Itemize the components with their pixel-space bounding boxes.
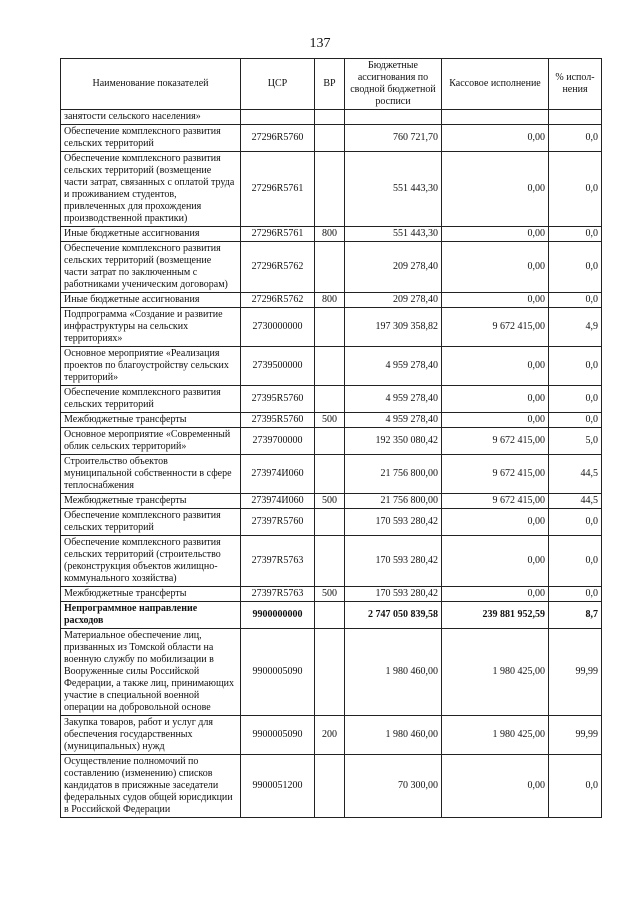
cell-budget: 760 721,70 [345,125,442,152]
cell-pct: 44,5 [549,494,602,509]
cell-cash: 0,00 [442,227,549,242]
cell-csr: 9900005090 [241,716,315,755]
cell-vr [315,755,345,818]
cell-cash: 1 980 425,00 [442,716,549,755]
cell-name: Строительство объектов муниципальной собственности в сфере теплоснабжения [61,455,241,494]
cell-name: Основное мероприятие «Современный облик сельских территорий» [61,428,241,455]
cell-pct: 44,5 [549,455,602,494]
cell-name: Материальное обеспечение лиц, призванных из Томской области на военную службу по мобилизации в Вооруженные силы Российской Федерации, а также лиц, принимающих участие в специальной военной операции на добровольной основе [61,629,241,716]
cell-pct: 0,0 [549,587,602,602]
cell-csr: 273974И060 [241,455,315,494]
table-row [61,716,602,755]
table-row [61,386,602,413]
table-row [61,152,602,227]
cell-csr: 2739700000 [241,428,315,455]
table-row [61,587,602,602]
header-pct: % испол-нения [549,59,602,110]
cell-csr: 27397R5763 [241,587,315,602]
cell-vr [315,152,345,227]
cell-pct: 0,0 [549,347,602,386]
cell-name: Обеспечение комплексного развития сельских территорий (возмещение части затрат по заключенным с работниками ученическим договорам) [61,242,241,293]
cell-cash: 0,00 [442,125,549,152]
cell-cash: 9 672 415,00 [442,455,549,494]
cell-name: Обеспечение комплексного развития сельских территорий [61,125,241,152]
cell-name: Непрограммное направление расходов [61,602,241,629]
cell-vr [315,455,345,494]
cell-budget: 4 959 278,40 [345,347,442,386]
cell-pct: 0,0 [549,152,602,227]
cell-name: Закупка товаров, работ и услуг для обеспечения государственных (муниципальных) нужд [61,716,241,755]
cell-csr: 27395R5760 [241,386,315,413]
cell-vr [315,110,345,125]
header-csr: ЦСР [241,59,315,110]
cell-cash: 1 980 425,00 [442,629,549,716]
cell-vr [315,242,345,293]
cell-budget: 70 300,00 [345,755,442,818]
cell-budget: 170 593 280,42 [345,509,442,536]
cell-budget: 209 278,40 [345,293,442,308]
cell-csr: 2739500000 [241,347,315,386]
header-cash: Кассовое исполнение [442,59,549,110]
cell-cash: 239 881 952,59 [442,602,549,629]
cell-csr: 27395R5760 [241,413,315,428]
cell-pct: 0,0 [549,386,602,413]
cell-name: Осуществление полномочий по составлению (изменению) списков кандидатов в присяжные заседатели федеральных судов общей юрисдикции в Российской Федерации [61,755,241,818]
cell-budget: 551 443,30 [345,227,442,242]
cell-vr [315,428,345,455]
cell-budget: 170 593 280,42 [345,536,442,587]
cell-csr: 27296R5761 [241,227,315,242]
cell-pct: 0,0 [549,125,602,152]
table-row [61,293,602,308]
table-row [61,428,602,455]
cell-name: Иные бюджетные ассигнования [61,293,241,308]
cell-pct: 99,99 [549,629,602,716]
table-row [61,755,602,818]
budget-table [60,58,602,818]
cell-vr: 800 [315,227,345,242]
cell-cash [442,110,549,125]
cell-vr [315,125,345,152]
cell-csr: 273974И060 [241,494,315,509]
cell-pct: 0,0 [549,227,602,242]
cell-name: Межбюджетные трансферты [61,413,241,428]
cell-budget: 4 959 278,40 [345,386,442,413]
cell-pct: 8,7 [549,602,602,629]
cell-pct: 0,0 [549,755,602,818]
cell-pct: 0,0 [549,242,602,293]
table-row [61,347,602,386]
cell-name: Обеспечение комплексного развития сельских территорий [61,386,241,413]
table-row [61,242,602,293]
cell-csr: 2730000000 [241,308,315,347]
cell-budget: 170 593 280,42 [345,587,442,602]
table-row [61,536,602,587]
cell-vr [315,509,345,536]
cell-vr: 500 [315,587,345,602]
cell-budget: 1 980 460,00 [345,716,442,755]
cell-csr: 9900005090 [241,629,315,716]
cell-budget: 192 350 080,42 [345,428,442,455]
cell-cash: 0,00 [442,152,549,227]
cell-vr [315,308,345,347]
table-header-row [61,59,602,110]
cell-name: занятости сельского населения» [61,110,241,125]
table-row [61,308,602,347]
cell-vr [315,629,345,716]
table-row [61,602,602,629]
cell-vr [315,602,345,629]
cell-csr: 27296R5762 [241,293,315,308]
cell-csr: 27296R5761 [241,152,315,227]
cell-cash: 0,00 [442,587,549,602]
cell-name: Основное мероприятие «Реализация проектов по благоустройству сельских территорий» [61,347,241,386]
cell-csr: 9900000000 [241,602,315,629]
cell-cash: 0,00 [442,413,549,428]
cell-name: Подпрограмма «Создание и развитие инфраструктуры на сельских территориях» [61,308,241,347]
cell-cash: 0,00 [442,536,549,587]
cell-pct: 0,0 [549,413,602,428]
table-row [61,494,602,509]
header-vr: ВР [315,59,345,110]
cell-vr [315,386,345,413]
cell-pct: 5,0 [549,428,602,455]
cell-name: Иные бюджетные ассигнования [61,227,241,242]
cell-vr: 500 [315,413,345,428]
cell-cash: 9 672 415,00 [442,308,549,347]
cell-budget: 209 278,40 [345,242,442,293]
cell-vr [315,347,345,386]
table-row [61,629,602,716]
cell-budget: 197 309 358,82 [345,308,442,347]
table-row [61,455,602,494]
cell-name: Обеспечение комплексного развития сельских территорий (строительство (реконструкция объектов жилищно-коммунального хозяйства) [61,536,241,587]
cell-name: Межбюджетные трансферты [61,587,241,602]
cell-pct: 4,9 [549,308,602,347]
table-row [61,227,602,242]
cell-csr: 27296R5760 [241,125,315,152]
header-name: Наименование показателей [61,59,241,110]
cell-budget: 4 959 278,40 [345,413,442,428]
table-row [61,125,602,152]
cell-budget: 21 756 800,00 [345,455,442,494]
cell-vr: 200 [315,716,345,755]
cell-csr: 27296R5762 [241,242,315,293]
cell-pct: 0,0 [549,509,602,536]
cell-budget: 2 747 050 839,58 [345,602,442,629]
cell-pct: 0,0 [549,293,602,308]
table-row [61,413,602,428]
cell-csr [241,110,315,125]
cell-csr: 27397R5760 [241,509,315,536]
cell-pct: 0,0 [549,536,602,587]
cell-cash: 0,00 [442,755,549,818]
cell-budget [345,110,442,125]
cell-vr [315,536,345,587]
cell-name: Межбюджетные трансферты [61,494,241,509]
cell-budget: 1 980 460,00 [345,629,442,716]
cell-cash: 0,00 [442,509,549,536]
cell-budget: 551 443,30 [345,152,442,227]
cell-csr: 9900051200 [241,755,315,818]
cell-pct [549,110,602,125]
cell-name: Обеспечение комплексного развития сельских территорий (возмещение части затрат, связанных с оплатой труда и проживанием студентов, привлеченных для прохождения производственной практики) [61,152,241,227]
cell-vr: 500 [315,494,345,509]
table-row [61,110,602,125]
cell-budget: 21 756 800,00 [345,494,442,509]
cell-cash: 0,00 [442,293,549,308]
cell-vr: 800 [315,293,345,308]
table-row [61,509,602,536]
cell-csr: 27397R5763 [241,536,315,587]
cell-cash: 9 672 415,00 [442,428,549,455]
cell-pct: 99,99 [549,716,602,755]
page-number: 137 [309,36,331,51]
cell-name: Обеспечение комплексного развития сельских территорий [61,509,241,536]
cell-cash: 0,00 [442,347,549,386]
cell-cash: 0,00 [442,386,549,413]
header-budget: Бюджетные ассигнования по сводной бюджетной росписи [345,59,442,110]
cell-cash: 0,00 [442,242,549,293]
cell-cash: 9 672 415,00 [442,494,549,509]
